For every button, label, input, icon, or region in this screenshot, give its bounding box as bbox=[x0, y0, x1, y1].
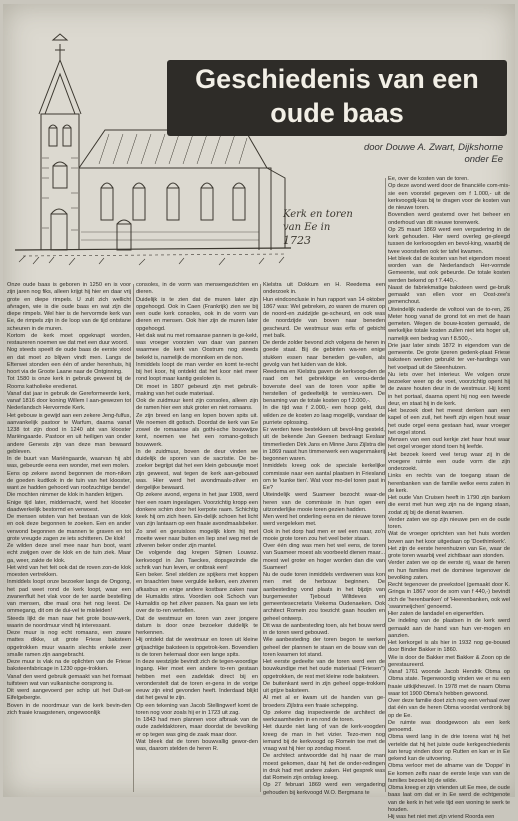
article-paragraph: Boven in de noordmuur van de kerk bevin-den zich fraaie kraagstenen, ongewoonlijk bbox=[7, 702, 131, 716]
article-paragraph: Ook de zuidmuur kent zijn consoles, alleen zijn de ramen hier een stuk groter en niet romaans. bbox=[136, 398, 258, 412]
article-paragraph: Onze oude baas is geboren in 1250 en is voor zijn jaren nog fiks, alleen krijgt hij hier en daar vrij grote en diepe rimpels. U zult zich wellicht afvragen, wie is die oude baas en wat zijn die diepe rimpels. Wel hier is de hervormde kerk van Ee, de rimpels zijn in de loop van de tijd ontstane scheuren in de muren. bbox=[7, 282, 131, 332]
article-paragraph: De architect antwoordde dat hij naar de man moest gekomen, daar hij het de onder-redingen in druk had met andere zaken. Het gesprek was dat Romein zijn ontslag kreeg. bbox=[263, 753, 385, 781]
article-paragraph: Verder zaten we op zijn nieuwe pen en de oude toren. bbox=[388, 516, 510, 530]
byline-line-2: onder Ee bbox=[464, 154, 503, 165]
article-column-3 bbox=[263, 282, 385, 794]
article-paragraph: Nog steeds speelt de oude baas de eerste viool en dat moet zo blijven vindt men. Langs de Efterwei stonden een één of ander herenhuis, hij hoort via de Groote Laane naar de Ontginning. bbox=[7, 347, 131, 375]
headline bbox=[167, 62, 507, 130]
article-paragraph: Ze wilden deze snel mee naar hun boot, want echt zwijgen over de klok en de tuin ziek. Maar ga, weer, zakte de klok. bbox=[7, 543, 131, 564]
article-paragraph: Deze muur is vlak na de oplichten van de Friese baksteenfabricage in 1230 opge-trokken. bbox=[7, 659, 131, 673]
article-paragraph: Het bezoek keerd veel terug waar zij in de vroegere ruimte een oude vorm die zijn onderzoekt. bbox=[388, 451, 510, 472]
article-paragraph: Mensen van een oud kerkje ziet haar hout waar het orgel vroeger stond toen hij leefde. bbox=[388, 437, 510, 451]
article-paragraph: Wie aanbesteding der toren begon te werken geheel der plannen te staan en de bouw van de toren kwamen tot stand. bbox=[263, 637, 385, 658]
article-paragraph: Obma kreeg er zijn vrienden uit Ee mee, de oude baas laat om dat er in Ee werd de echtgenote van de kerk in het vele tijd een woning te werk te houden. bbox=[388, 785, 510, 813]
article-paragraph: Op deze avond werd door de financiële com-mis-sie een voorstel gegeven om f 1.000,- uit de kerkvoogdij-kas bij te dragen voor de kosten van de nieuwe toren. bbox=[388, 183, 510, 211]
article-paragraph: Uiteindelijk naderde de voltooi van de to-ren, 26 Meter hoog vanaf de grond tot en met de haan gemeten. Wegen de bouw-kosten gemaakt, de werkelijke totale kosten zullen niet iets hoger uit, namelijk een bedrag van f 8.500,-. bbox=[388, 306, 510, 342]
article-paragraph: Kielstra uit Dokkum en H. Reedema een onderzoek in. bbox=[263, 282, 385, 296]
article-paragraph: consoles, in de vorm van mensengezichten en dieren. bbox=[136, 282, 258, 296]
article-paragraph: Het bleek dat de kosten van het eigendom moest worden van de Nederlandsch Her-vormde Gemeente, wat ook gebeurde. De totale kosten werden bekend op f 7.440,-. bbox=[388, 255, 510, 284]
article-paragraph: De buitenkant werd in zijn geheel opge-trokken uit grijze baksteen. bbox=[263, 680, 385, 694]
article-paragraph: Op 25 maart 1869 werd een vergadering in de kerk gehouden. Hier werd overleg ge-pleegd tussen de kerkvoogden en bevol-king, waarbij de twee voorstellen ook ter tafel kwamen. bbox=[388, 226, 510, 255]
article-paragraph: Inmiddels kreeg ook de speciale kerkelijke commissie naar een aantal plaatsen in Friesland om te 'kunke tien'. Wat voor mo-del toren past in Ee? bbox=[263, 463, 385, 491]
article-paragraph: Het oude Van Cruisen heeft in 1790 zijn banken die eerst met hun weg zijn na de ingang staan, zodat zij bij de dienst kwamen. bbox=[388, 495, 510, 516]
article-paragraph: Ee, over de kosten van de toren. bbox=[388, 176, 469, 182]
article-paragraph: Eens op zekere avond begonnen de mon-niken de goeden kudtkok in de tuin van het klooster, want ze hadden gehoord van roofzuchtige bende! bbox=[7, 470, 131, 491]
article-paragraph: Het duurde niet lang of van de kerk-voogden kreeg de man in het vizier. Tezo-men nog iemand bij de kerkvoogd op Romein toe met de vraag wat hij hier op zondag moest. bbox=[263, 724, 385, 752]
article-paragraph: Het dak wat nu met romaanse pannen is ge-kekt, was vroeger voorzien van daar van pannen waarmee de kerk van Oostrum nog steeds bekekt is, namelijk de monniken en de non. bbox=[136, 332, 258, 361]
article-paragraph: Vanaf 1761 woonde Jacob Hendrik Obma op Obma state. Tegenwoordig vinden we er nu een fraaie uitkijkheuvel. In 1978 met de naam Obma waar tot 1900 Obma's hebben gewoond. bbox=[388, 669, 510, 697]
article-paragraph: Op 27 februari 1869 werd een vergadering gehouden bij kerkvoogd W.O. Bergmans te bbox=[263, 782, 385, 796]
article-paragraph: Het gebouw is gewijd aan een zekere Jeng-fulfus, aanvankelijk pastoor te Warfum, daarna vanaf 1238 tot zijn dood in 1240 abt van klooster Mariëngaarde. Pastoor en uit heiligen van onder andere Genesis zijn van deze man bewaard gebleven. bbox=[7, 412, 131, 455]
article-paragraph: In de zuidmuur, boven de deur vinden we duidelijk de sporen van de sacristie. De be-zoeker begrijpt dat het een klein gebouwtje moet zijn geweest, wat tegen de kerk aan-gebouwd was. Hier werd het avondmaals-zilver en dergelijke bewaard. bbox=[136, 448, 258, 491]
article-paragraph: De mensen wisten van het bestaan van de klok en ook deze begonnen te zoeken. Een en ander verwond begonnen de mannen te graven en tot grote vreugde zagen ze iets schitteren. De klok! bbox=[7, 514, 131, 542]
illustration-caption bbox=[283, 208, 363, 247]
newspaper-page bbox=[3, 4, 515, 820]
article-paragraph: Het zijn de eerste herenhuizen van Ee, waar de grote toren waarbij veel zichtbaar aan stonden. bbox=[388, 545, 510, 559]
article-paragraph: Die mochten nimmer de klok in handen krijgen. bbox=[7, 492, 124, 499]
article-paragraph: Al met al er kwam uit de handen van ge-broeders Zijlstra een fraaie schepping. bbox=[263, 695, 385, 709]
article-paragraph: Naast de fabriekmatige baksteen werd ge-bruik gemaakt van ellen voor en Oost-zee's gemenchout. bbox=[388, 284, 510, 306]
article-paragraph: Ze zijn breed en lang en lopen boven spits uit. We noemen dit gotisch. Doordat de kerk van Ee zowel de romaanse als gothi-sche bouwwijze kent, noemen we het een romano-gotisch bouwwerk. bbox=[136, 412, 258, 448]
article-paragraph: Wat bleek dat de toren bouwvallig gewor-den was, daarom stelden de heren R. bbox=[136, 738, 258, 752]
article-paragraph: In 1843 had men plannen voor afbraak van de oude zadeldaktoren, maar doordat de bevolking er op tegen was ging de zaak maar door. bbox=[136, 717, 258, 738]
article-paragraph: De ruimte was doodgewoon als een kerk genoemd. bbox=[388, 719, 510, 733]
article-paragraph: Dit moet in 1807 gebeurd zijn met gebruik-making van het oude materiaal. bbox=[136, 383, 258, 397]
article-paragraph: Verder zaten we op de eerste rij, waar de heren en hun families met de dominee tegenover de bevolking zaten. bbox=[388, 560, 510, 581]
headline-line-1: Geschiedenis van een bbox=[195, 64, 479, 94]
article-paragraph: Wie is door de Bakker met Bakker & Zoon op de gerestaureerd. bbox=[388, 654, 510, 668]
column-rule bbox=[385, 178, 386, 792]
article-paragraph: Recht tegenover de preekstoel (gemaakt door K. Gringa in 1867 voor de som van f 440,-) bevindt zich de 'herenbanken' of 'Heerenbanken, ook wel 'swanmeijchen' genoemd. bbox=[388, 582, 510, 610]
article-paragraph: In de buurt van Mariëngaarde, waarvan hij abt was, gebeurde eens een wonder, met een molen. bbox=[7, 456, 131, 470]
caption-line-1: Kerk en toren bbox=[283, 209, 353, 220]
article-paragraph: Kortom de kerk moet opgeknapt worden, restaureren noemen we dat met een duur woord. bbox=[7, 332, 131, 346]
article-paragraph: Hun eindconclusie in hun rapport van 14 oktober 1867 was: Wel gebreken, zo waren de muren op de noord-en zuidzijde ge-scheurd, en ook was de noordzijde van boven naar beneden gescheurd. De westmuur was erfis of gebicht met balk. bbox=[263, 296, 385, 339]
article-paragraph: De indeling van de plaatsen in de kerk werd gemaakt aan de hand van hun ver-mogen en aanzien. bbox=[388, 618, 510, 639]
column-rule bbox=[133, 284, 134, 792]
article-paragraph: Het wird van het feit ook dat de roven zon-de klok moesten vertrekken. bbox=[7, 564, 131, 578]
byline-line-1: door Douwe A. Zwart, Dijkshorne bbox=[363, 142, 503, 153]
article-paragraph: Duidelijk is te zien dat de muren later zijn opgehoogd. Ook in Caen (Frankrijk) zien we bij een oude kerk consoles, ook in de vorm van dieren en mensen. Ook hier zijn de muren later opgehoogd. bbox=[136, 296, 258, 332]
article-paragraph: Op zekere avond, ergens in het jaar 1908, werd hier een roam ingeslagen. Voorzichtig kropp een donkere schim door het kerpote raam. Schichtig keek hij om zich heen. Ein-delijk schoen het licht van zijn lantaarn op een fraaie avondmaalsbeker. bbox=[136, 492, 258, 528]
article-column-2 bbox=[136, 282, 258, 794]
article-paragraph: Dit werd aangevoerd per schip uit het Duit-se Eifelgebergte. bbox=[7, 688, 131, 702]
article-paragraph: Wat de vroeger oprichten van het huis worden boven aan het koor uitgedaan op 'Doethimkerk'. bbox=[388, 531, 510, 545]
caption-year: 1723 bbox=[283, 234, 311, 247]
article-paragraph: Drie jaar later sinds 1872 in eigendom van de gemeente. De grote ijzeren gedenk-plaat Friese baksteen werden gebruikt ter ver-hardings van het voetpad uit de Steenhuizen. bbox=[388, 342, 510, 371]
article-column-1 bbox=[7, 282, 131, 794]
article-paragraph: Hier zaten de landadel en eigenerfden. bbox=[388, 611, 485, 617]
article-paragraph: Nu de oude toren inmiddels verdwenen was kon men met de herbouw beginnen. De aanbesteding vond plaats in het bijzijn van burgemeester Tjeboud Wiltdeves en gemeentesecretaris Viekema Oudenaeken. Ook architect Romein zou toezicht gaan houden en geheel ontwerp. bbox=[263, 572, 385, 622]
article-column-4 bbox=[388, 176, 510, 820]
article-paragraph: Deze muur is nog echt romaans, een zware mattes dikke, uit grote Friese baksteen opgetrokken muur waarin slechts enkele zeer smalle ramen zijn aangebracht. bbox=[7, 630, 131, 658]
article-paragraph: Steeds lijkt de man naar het grote bouw-werk, waarin de noordmuur vindt hij interessant. bbox=[7, 615, 131, 629]
article-paragraph: Obma werd lang in de drie torens wist hij het vertelde dat hij het juiste oude kerkgeschiedenis kan terug vinden door op Rutten en kan er in Ee gekend kan de uitvoering. bbox=[388, 734, 510, 762]
article-paragraph: Over deze familie doet zich nog een verhaal over dat één van de heren Obma voordat verdronk bij op de Ee. bbox=[388, 698, 510, 719]
article-paragraph: Op zekere dag inspecteerde de architect de werkzaamheden in en rond de toren. bbox=[263, 709, 385, 723]
article-paragraph: Bovendien werd gestemd over het beheer en onderhoud van dit nieuwe torenwerk. bbox=[388, 212, 510, 226]
article-paragraph: Dit was de aanbesteding toen, als het bouw werd in de toren werd gebouwd. bbox=[263, 622, 385, 636]
column-rule bbox=[260, 284, 261, 792]
article-paragraph: Vanaf den werd gebruik gemaakt van het formaat tuifsteen wat van vulkanische oorsprong is. bbox=[7, 673, 131, 687]
article-paragraph: Hij ontdekt dat de westmuur en toren uit kleine grijsachtige baksteen is opgetrok-ken. Bovendien is de toren helemaal door een lange spits. bbox=[136, 637, 258, 658]
article-paragraph: Over één ding was men het wel eens, de toren van Suameer moest als voorbeeld dienen maar... moest wel groter en hoger worden dan die van Suameer! bbox=[263, 543, 385, 571]
article-paragraph: Het eerste gedeelte van de toren werd een de bouwkundige met het oude materiaal ("Friesen") opgetrokken, de rest met kleine rode baksteen. bbox=[263, 659, 385, 680]
article-paragraph: Tot 1580 is onze kerk in gebruik geweest bij de Rooms katholieke eredienst. bbox=[7, 376, 131, 390]
article-paragraph: De derde zolder bevond zich volgens de heren in goede staat. Bij de gebinten wa-ren enige stukken essen naar beneden ge-vallen, als gevolg van het luiden van de klok. bbox=[263, 340, 385, 368]
article-paragraph: Een beker. Snel stelden ze spijkers met koppen en braachten twee vergulde kelken, een ziveren afkasbus en enige andere kostbare zaken naar de Humaldis stins. Voordien ook Schoch van Humaldis op het zilver passen. Na gaan we iets over de to-ren vertellen. bbox=[136, 572, 258, 615]
article-paragraph: Hij was het niet met zijn vriend Roorda een bbox=[388, 814, 495, 820]
article-paragraph: Inmiddels loopt onze bezoeker langs de Ongong, het pad weet rond de kerk loopt, waar een zwanenfluit het vlak voor de ter aarde bestelling van mensen, dbe maal ons het nog leest. De ommegang, dit om de dui-vel te misleiden! bbox=[7, 579, 131, 615]
article-paragraph: In deze westzijde bevindt zich de tegen-woordige ingang. Hier moet een andere to-ren gestaan hebben met een zadeldak direct bij en veronderstelt dat de toren er-gens in de vorige eeuw zijn eind gevonden heeft. Inderdaad blijkt dat het geval te zijn. bbox=[136, 659, 258, 702]
article-paragraph: Enige tijd later, middernacht, werd het klooster daadwerkelijk bestormd en verwoest. bbox=[7, 499, 131, 513]
article-paragraph: Het kerkorgel is als hier in 1932 nog ge-bouwd door Binder Bakker in 1860. bbox=[388, 640, 510, 654]
article-paragraph: Dat de westmuur en toren van zeer jongere datum is door onze bezoeker duidelijk te herkennen. bbox=[136, 615, 258, 636]
headline-line-2: oude baas bbox=[270, 98, 404, 128]
article-paragraph: Reedema en Kielstra gaven de kerkvoog-den de raad om het gebrekkige en verou-derde bovenste deel van de toren voor spitie te herstellen of gedeeltelijk te vernieu-wen. De benaming van de totale kosten op f 2.000,-. bbox=[263, 369, 385, 404]
article-paragraph: Ook in het dorp had men er wel een naar, zo'n mooie grote toren zou het veel beter staan. bbox=[263, 528, 385, 542]
church-sketch-illustration bbox=[9, 18, 299, 280]
article-paragraph: Obma verloor met de afname van de 'Doppe' in Ee komen zelfs naar de eerste lesje van van de families bezoek bij de wilde. bbox=[388, 763, 510, 784]
byline bbox=[303, 142, 503, 166]
article-paragraph: In die tijd was f 2.000,- een hoop geld, dus wilden ze de kosten zo laag mogelijk, vandaar de purriete oplossing. bbox=[263, 405, 385, 426]
article-paragraph: Op een tekening van Jacob Stellingwerf komt de toren nog voor zoals hij er in 1723 uit zag. bbox=[136, 702, 258, 716]
caption-line-2: van Ee in bbox=[283, 222, 331, 233]
article-paragraph: Vanaf dat jaar in gebruik de Gereformeerde kerk, vanaf 1816 door koning Willem I aan-gewezen tot Nederlandsch Hervormde Kerk. bbox=[7, 390, 131, 412]
headline-banner bbox=[167, 60, 507, 136]
article-paragraph: De volgende dag kregen Sijmen Louwsz. kerkvoogd in Jan Taeckes, dopsgezinde die schrik van hun leven, er ontbrak een! bbox=[136, 550, 258, 571]
article-paragraph: Zo snel en geruisloos mogelijk klom hij met moeite weer naar buiten en liep snel weg met de zilveren beker onder zijn mantel. bbox=[136, 528, 258, 549]
article-paragraph: Inmiddels loopt de man verder en komt te-recht bij het koor, hij ontdekt dat het koor niet meer rond loopt maar kantig gesloten is. bbox=[136, 361, 258, 383]
article-paragraph: Er werden twee bestekken uit bevol-ling gesteld, uit de bekende Jan Geesen bedraagt Eeslaar timmerlieden Dirk Jans en Minne Jans Zijlstra die in 1869 naast hun timmerwerk een wagenmakerij begonnen waren. bbox=[263, 427, 385, 462]
article-paragraph: Men werd het onderling eens en de nieuwe toren werd vergeleken met. bbox=[263, 514, 385, 528]
article-paragraph: Links en rechts van de toegang staan de herenbanken van de familie welke eens zaten in de kerk. bbox=[388, 473, 510, 494]
article-paragraph: Uiteindelijk werd Suameer bezocht waar-de heren van de commissie in hun ogen een uitzonderlijke mooie toren gezien hadden. bbox=[263, 492, 385, 513]
article-paragraph: Nu iets over het interieur. We volgen onze bezoeker weer op de voet, voorzichtig opent hij de zware houten deur in de westmuur. Hij komt in het portaal, daarna opent hij nog een tweede deur, en staat hij in de kerk. bbox=[388, 371, 510, 407]
article-paragraph: Het bezoek doet het meest denken aan een kapel of een zuil, het heeft zijn eigen hout waar het oude orgel eens gestaan had, waar vroeger het orgel stond. bbox=[388, 408, 510, 436]
